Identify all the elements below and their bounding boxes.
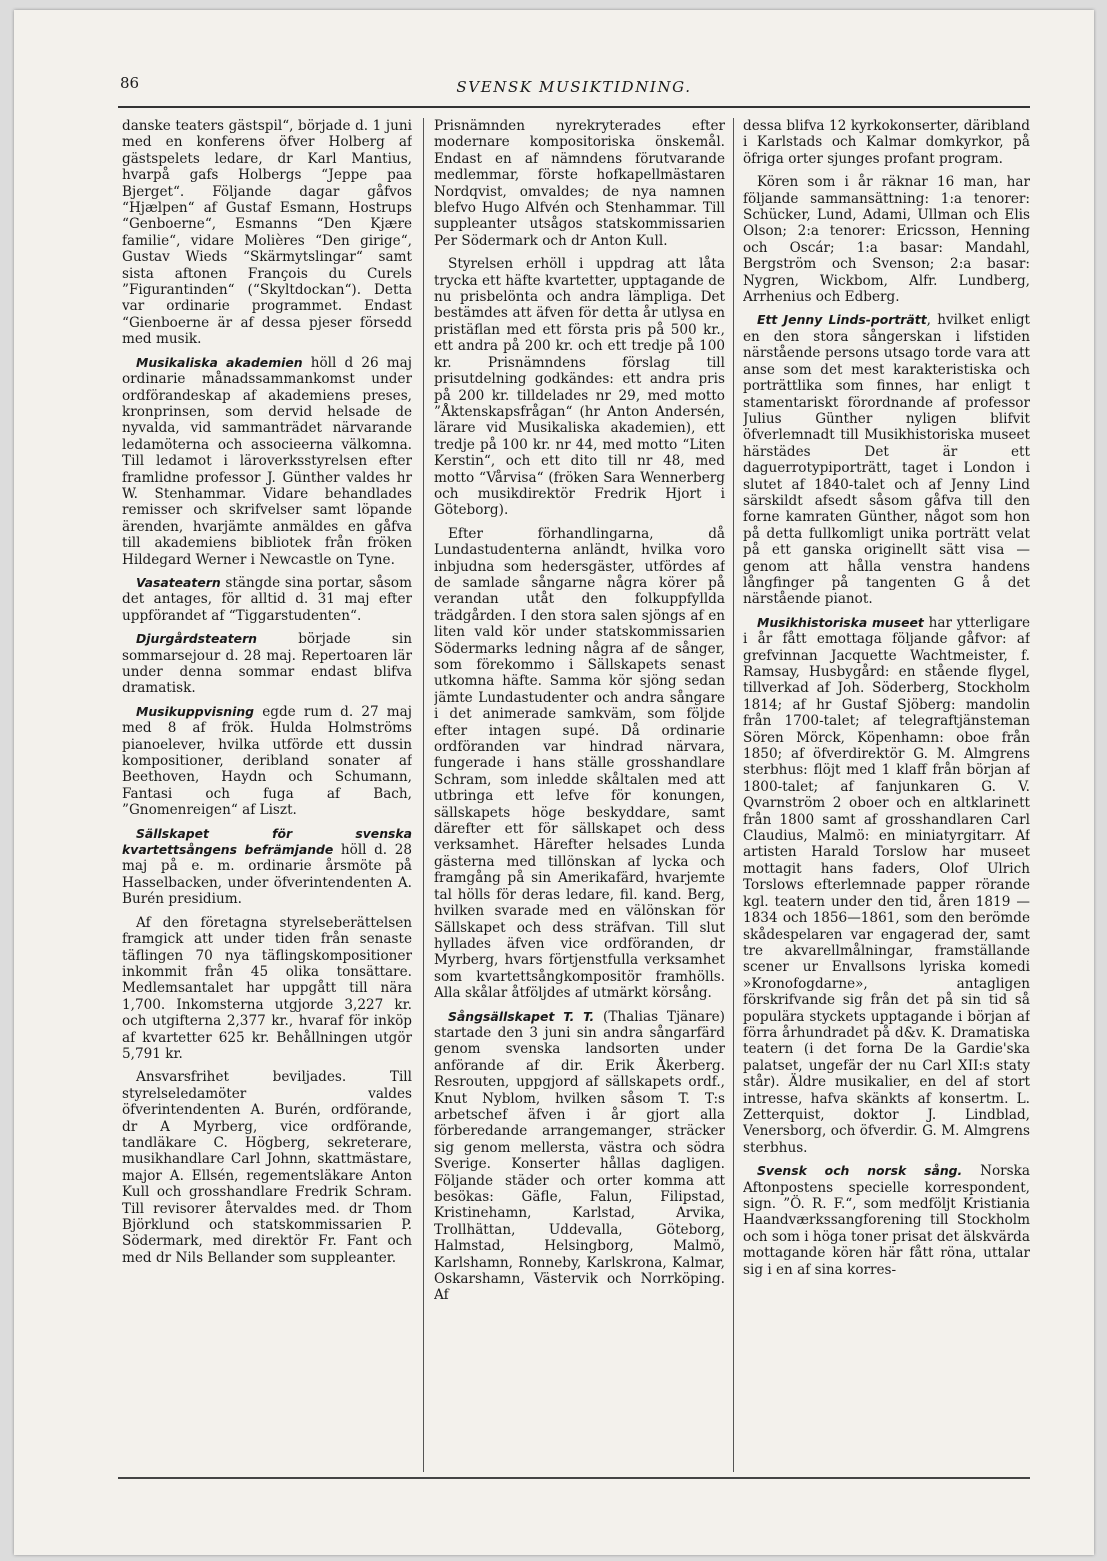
- paragraph-styrelsen: Styrelsen erhöll i uppdrag att låta trycka ett häfte kvartetter, upptagande de nu prisbelönta och andra lämpliga. Det bestämdes att äfven för detta år utlysa en pristäflan med ett första pris på 500 kr., ett andra på 200 kr. och ett tredje på 100 kr. Prisnämndens förslag till prisutdelning godkändes: ett andra pris på 200 kr. tilldelades nr 29, med motto ”Åktenskapsfrågan“ (hr Anton Andersén, lärare vid Musikaliska akademien), ett tredje på 100 kr. nr 44, med motto “Liten Kerstin“, och ett dito till nr 48, med motto “Vårvisa“ (fröken Sara Wennerberg och musikdirektör Fredrik Hjort i Göteborg).: [434, 256, 725, 519]
- paragraph-forhandlingarna: Efter förhandlingarna, då Lundastudenterna anländt, hvilka voro inbjudna som hedersgäster, utfördes af de samlade sångarne några körer på verandan utåt den folkuppfyllda trädgården. I den stora salen sjöngs af en liten vald kör under statskommissarien Södermarks ledning några af de sånger, som förekommo i Sällskapets senast utkomna häfte. Samma kör sjöng sedan jämte Lundastudenter och andra sångare i det animerade samkväm, som följde efter intagen supé. Då ordinarie ordföranden var hindrad närvara, fungerade i hans ställe grosshandlare Schram, som inledde skåltalen med att utbringa ett lefve för konungen, sällskapets höge beskyddare, samt därefter ett för sällskapet och dess verksamhet. Härefter helsades Lunda gästerna med tillönskan af lycka och framgång på sin Amerikafärd, hvarjemte tal hölls för deras ledare, fil. kand. Berg, hvilken svarade med en välönskan för Sällskapet och dess sträfvan. Till slut hyllades äfven vice ordföranden, dr Myrberg, hvars förtjenstfulla verksamhet som kvartettsångkompositör framhölls. Alla skålar åtföljdes af utmärkt körsång.: [434, 525, 725, 1002]
- heading-djurgardsteatern: Djurgårdsteatern: [136, 631, 257, 647]
- paragraph-vasateatern: Vasateatern stängde sina portar, såsom det antages, för alltid d. 31 maj efter uppförandet af “Tiggarstudenten“.: [122, 574, 412, 624]
- column-middle: [434, 118, 725, 1472]
- heading-sangsallskapet: Sångsällskapet T. T.: [448, 1008, 595, 1024]
- page-number: 86: [120, 74, 140, 92]
- paragraph-styrelseberattelse: Af den företagna styrelseberättelsen framgick att under tiden från senaste täflingen 70 nya täflingskompositioner inkommit från 45 olika tonsättare. Medlemsantalet har uppgått till nära 1,700. Inkomsterna utgjorde 3,227 kr. och utgifterna 2,377 kr., hvaraf för inköp af kvartetter 625 kr. Behållningen utgör 5,791 kr.: [122, 914, 412, 1062]
- paragraph-musikuppvisning: Musikuppvisning egde rum d. 27 maj med 8 af frök. Hulda Holmströms pianoelever, hvilka utförde ett dussin kompositioner, deribland sonater af Beethoven, Haydn och Schumann, Fantasi och fuga af Bach, ”Gnomenreigen“ af Liszt.: [122, 703, 412, 819]
- heading-musikaliska-akademien: Musikaliska akademien: [136, 354, 303, 370]
- article-columns: [118, 118, 1030, 1472]
- paragraph-svensk-norsk: Svensk och norsk sång. Norska Aftonpostens specielle korrespondent, sign. ”Ö. R. F.“, som medföljt Kristiania Haandværkssangforening till Stockholm och som i höga toner prisat det älskvärda mottagande kören här fått röna, uttalar sig i en af sina korres-: [743, 1163, 1030, 1278]
- paragraph-musikhistoriska: Musikhistoriska museet har ytterligare i år fått emottaga följande gåfvor: af grefvinnan Jacquette Wachtmeister, f. Ramsay, Husbygård: en stående flygel, tillverkad af Joh. Söderberg, Stockholm 1814; af hr Gustaf Sjöberg: mandolin från 1700-talet; af telegraftjänsteman Sören Mörck, Köpenhamn: oboe från 1850; af öfverdirektör G. M. Almgrens sterbhus: flöjt med 1 klaff från början af 1800-talet; af fanjunkaren G. V. Qvarnström 2 oboer och en altklarinett från 1800 samt af grosshandlaren Carl Claudius, Malmö: en miniatyrgitarr. Af artisten Harald Torslow har museet mottagit hans faders, Olof Ulrich Torslows efterlemnade papper rörande kgl. teatern under den tid, åren 1819 —1834 och 1856—1861, som den berömde skådespelaren var engagerad der, samt tre akvarellmålningar, framställande scener ur Envallsons lyriska komedi »Kronofogdarne», antagligen förskrifvande sig från det på sin tid så populära styckets upptagande i början af förra århundradet på d&v. K. Dramatiska teatern (i det forna De la Gardie'ska palatset, ungefär der nu Carl XII:s staty står). Äldre musikalier, en del af stort intresse, hafva skänkts af konsertm. L. Zetterquist, doktor J. Lindblad, Venersborg, och öfverdir. G. M. Almgrens sterbhus.: [743, 614, 1030, 1156]
- column-divider: [423, 118, 424, 1472]
- paragraph-musikaliska-akademien: Musikaliska akademien höll d 26 maj ordinarie månadssammankomst under ordförandeskap af akademiens preses, kronprinsen, som dervid helsade de nyvalda, vid sammanträdet närvarande ledamöterna och associeerna välkomna. Till ledamot i läroverksstyrelsen efter framlidne professor J. Günther valdes hr W. Stenhammar. Vidare behandlades remisser och skrifvelser samt löpande ärenden, hvarjämte anmäldes en gåfva till akademiens bibliotek från fröken Hildegard Werner i Newcastle on Tyne.: [122, 354, 412, 568]
- heading-svensk-norsk: Svensk och norsk sång.: [757, 1163, 963, 1179]
- column-divider: [733, 118, 734, 1472]
- column-left: [122, 118, 412, 1472]
- paragraph-prisnamnden: Prisnämnden nyrekryterades efter modernare kompositoriska önskemål. Endast en af nämndens förutvarande medlemmar, förste hofkapellmästaren Nordqvist, omvaldes; de nya namnen blefvo Hugo Alfvén och Stenhammar. Till suppleanter utsågos statskommissarien Per Södermark och dr Anton Kull.: [434, 118, 725, 249]
- paragraph-jenny-lind: Ett Jenny Linds-porträtt, hvilket enligt en den stora sångerskan i lifstiden närstående persons utsago torde vara att anse som det mest karakteristiska och porträttlika som finnes, har enligt t stamentariskt förordnande af professor Julius Günther nyligen blifvit öfverlemnadt till Musikhistoriska museet härstädes Det är ett daguerrotypiporträtt, taget i London i slutet af 1840-talet och af Jenny Lind särskildt afsedt såsom gåfva till den forne kamraten Günther, något som hon på detta fullkomligt unika porträtt velat på ett ganska originellt sätt visa — genom att hålla venstra handens långfinger på tangenten G å det närstående pianot.: [743, 312, 1030, 608]
- paragraph-djurgardsteatern: Djurgårdsteatern började sin sommarsejour d. 28 maj. Repertoaren lär under denna sommar endast blifva dramatisk.: [122, 631, 412, 697]
- paragraph-danske-teater: danske teaters gästspil“, började d. 1 juni med en konferens öfver Holberg af gästspelets ledare, dr Karl Mantius, hvarpå gafs Holbergs “Jeppe paa Bjerget“. Följande dagar gåfvos “Hjælpen“ af Gustaf Esmann, Hostrups “Genboerne“, Esmanns “Den Kjære familie“, vidare Molières “Den girige“, Gustav Wieds “Skärmytslingar“ samt sista aftonen François du Curels ”Figurantinden“ (“Skyltdockan“). Detta var ordinarie programmet. Endast “Gienboerne är af dessa pjeser försedd med musik.: [122, 118, 412, 348]
- paragraph-koren: Kören som i år räknar 16 man, har följande sammansättning: 1:a tenorer: Schücker, Lund, Adami, Ullman och Elis Olson; 2:a tenorer: Ericsson, Henning och Oscár; 1:a basar: Mandahl, Bergström och Svenson; 2:a basar: Nygren, Wickbom, Alfr. Lundberg, Arrhenius och Edberg.: [743, 174, 1030, 306]
- heading-jenny-lind: Ett Jenny Linds-porträtt: [757, 312, 927, 328]
- paragraph-sangsallskapet: Sångsällskapet T. T. (Thalias Tjänare) startade den 3 juni sin andra sångarfärd genom svenska landsorten under anförande af dir. Erik Åkerberg. Resrouten, uppgjord af sällskapets ordf., Knut Nyblom, hvilken såsom T. T:s arbetschef äfven i år gjort alla förberedande arrangemanger, sträcker sig genom mellersta, västra och södra Sverige. Konserter hållas dagligen. Följande städer och orter komma att besökas: Gäfle, Falun, Filipstad, Kristinehamn, Karlstad, Arvika, Trollhättan, Uddevalla, Göteborg, Halmstad, Helsingborg, Malmö, Karlshamn, Ronneby, Karlskrona, Kalmar, Oskarshamn, Västervik och Norrköping. Af: [434, 1008, 725, 1304]
- page-header: [118, 72, 1030, 108]
- column-right: [743, 118, 1030, 1472]
- paragraph-ansvarsfrihet: Ansvarsfrihet beviljades. Till styrelseledamöter valdes öfverintendenten A. Burén, ordförande, dr A Myrberg, vice ordförande, tandläkare C. Högberg, sekreterare, musikhandlare Carl Johnn, skattmästare, major A. Ellsén, regementsläkare Anton Kull och grosshandlare Fredrik Schram. Till revisorer återvaldes med. dr Thom Björklund och statskommissarien P. Södermark, med direktör Fr. Fant och med dr Nils Bellander som suppleanter.: [122, 1069, 412, 1266]
- bottom-rule: [118, 1477, 1030, 1479]
- heading-musikuppvisning: Musikuppvisning: [136, 703, 255, 719]
- heading-musikhistoriska: Musikhistoriska museet: [757, 614, 924, 630]
- heading-vasateatern: Vasateatern: [136, 574, 221, 590]
- heading-kvartettsang: Sällskapet för svenska kvartettsångens befrämjande: [122, 825, 412, 858]
- paragraph-kyrkokonserter: dessa blifva 12 kyrkokonserter, däribland i Karlstads och Kalmar domkyrkor, på öfriga orter sjunges profant program.: [743, 118, 1030, 167]
- paragraph-kvartettsang: Sällskapet för svenska kvartettsångens befrämjande höll d. 28 maj på e. m. ordinarie årsmöte på Hasselbacken, under öfverintendenten A. Burén presidium.: [122, 825, 412, 908]
- page: [14, 10, 1094, 1555]
- journal-title: SVENSK MUSIKTIDNING.: [456, 78, 692, 96]
